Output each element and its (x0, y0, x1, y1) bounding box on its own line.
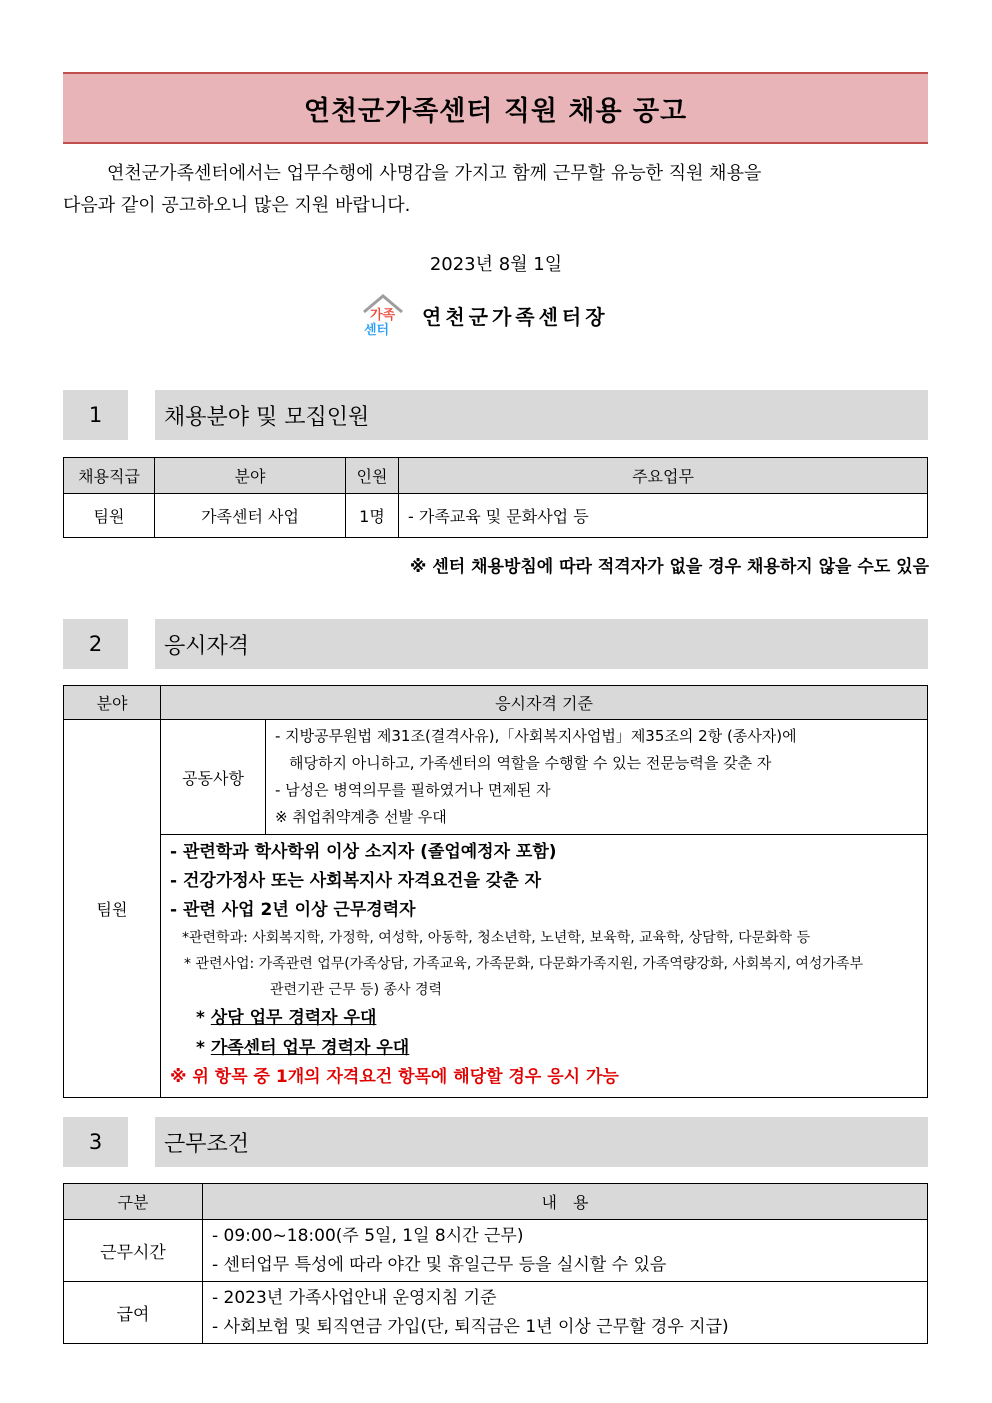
logo-text-top: 가족 (370, 308, 396, 323)
header-rank: 채용직급 (64, 458, 155, 494)
criteria-item: - 관련 사업 2년 이상 근무경력자 (170, 900, 416, 920)
family-center-logo-icon (358, 290, 408, 340)
preference-2-text: 가족센터 업무 경력자 우대 (210, 1038, 410, 1058)
intro-line-1: 연천군가족센터에서는 업무수행에 사명감을 가지고 함께 근무할 유능한 직원 채용을 (107, 163, 762, 184)
header-count: 인원 (346, 458, 399, 494)
recruitment-table (63, 457, 928, 538)
criteria-item: - 건강가정사 또는 사회복지사 자격요건을 갖춘 자 (170, 871, 542, 891)
header-criteria: 응시자격 기준 (161, 686, 928, 720)
content-line: - 09:00~18:00(주 5일, 1일 8시간 근무) (212, 1225, 524, 1246)
header-field: 분야 (155, 458, 346, 494)
content-line: - 사회보험 및 퇴직연금 가입(단, 퇴직금은 1년 이상 근무할 경우 지급) (212, 1316, 729, 1337)
content-line: - 2023년 가족사업안내 운영지침 기준 (212, 1287, 497, 1308)
cell-count: 1명 (346, 494, 399, 538)
section-2-title: 응시자격 (155, 619, 928, 669)
cell-rank: 팀원 (64, 494, 155, 538)
main-criteria (161, 835, 928, 1098)
preference-1: * 상담 업무 경력자 우대 (196, 1008, 377, 1028)
common-item: 해당하지 아니하고, 가족센터의 역할을 수행할 수 있는 전문능력을 갖춘 자 (289, 754, 772, 772)
table-row (64, 1282, 928, 1344)
page-title: 연천군가족센터 직원 채용 공고 (63, 72, 928, 144)
logo-text-bottom: 센터 (364, 323, 390, 338)
intro-line-2: 다음과 같이 공고하오니 많은 지원 바랍니다. (63, 195, 411, 216)
header-content: 내 용 (203, 1184, 928, 1220)
related-dept-note: *관련학과: 사회복지학, 가정학, 여성학, 아동학, 청소년학, 노년학, 보육학, 교육학, 상담학, 다문화학 등 (182, 930, 811, 946)
preference-1-text: 상담 업무 경력자 우대 (210, 1008, 377, 1028)
preference-2: * 가족센터 업무 경력자 우대 (196, 1038, 410, 1058)
section-3-title: 근무조건 (155, 1117, 928, 1167)
cell-field: 가족센터 사업 (155, 494, 346, 538)
eligibility-note: ※ 위 항목 중 1개의 자격요건 항목에 해당할 경우 응시 가능 (170, 1067, 619, 1087)
section-1-title: 채용분야 및 모집인원 (155, 390, 928, 440)
intro-text (63, 158, 928, 222)
table-row (64, 494, 928, 538)
content-line: - 센터업무 특성에 따라 야간 및 휴일근무 등을 실시할 수 있음 (212, 1254, 667, 1275)
common-item: - 지방공무원법 제31조(결격사유),「사회복지사업법」제35조의 2항 (종사자)에 (275, 727, 797, 745)
related-biz-note: * 관련사업: 가족관련 업무(가족상담, 가족교육, 가족문화, 다문화가족지원, 가족역량강화, 사회복지, 여성가족부 (184, 956, 863, 972)
common-criteria (266, 720, 928, 835)
cell-duty: - 가족교육 및 문화사업 등 (399, 494, 928, 538)
header-type: 구분 (64, 1184, 203, 1220)
work-conditions-table (63, 1183, 928, 1344)
header-field: 분야 (64, 686, 161, 720)
cell-rank: 팀원 (64, 720, 161, 1098)
row-content-hours (203, 1220, 928, 1282)
row-content-salary (203, 1282, 928, 1344)
qualification-table (63, 685, 928, 1098)
row-label-hours: 근무시간 (64, 1220, 203, 1282)
section-1-number: 1 (63, 390, 128, 440)
common-item: - 남성은 병역의무를 필하였거나 면제된 자 (275, 781, 551, 799)
section-3-number: 3 (63, 1117, 128, 1167)
common-item: ※ 취업취약계층 선발 우대 (275, 808, 447, 826)
row-label-salary: 급여 (64, 1282, 203, 1344)
header-duty: 주요업무 (399, 458, 928, 494)
related-biz-note-cont: 관련기관 근무 등) 종사 경력 (270, 982, 443, 998)
recruitment-note: ※ 센터 채용방침에 따라 적격자가 없을 경우 채용하지 않을 수도 있음 (409, 557, 929, 577)
table-row (64, 1220, 928, 1282)
criteria-item: - 관련학과 학사학위 이상 소지자 (졸업예정자 포함) (170, 842, 557, 862)
signature-name: 연천군가족센터장 (422, 304, 609, 329)
signature-block (358, 290, 609, 340)
announcement-date: 2023년 8월 1일 (429, 254, 563, 275)
section-2-number: 2 (63, 619, 128, 669)
common-label: 공동사항 (161, 720, 266, 835)
